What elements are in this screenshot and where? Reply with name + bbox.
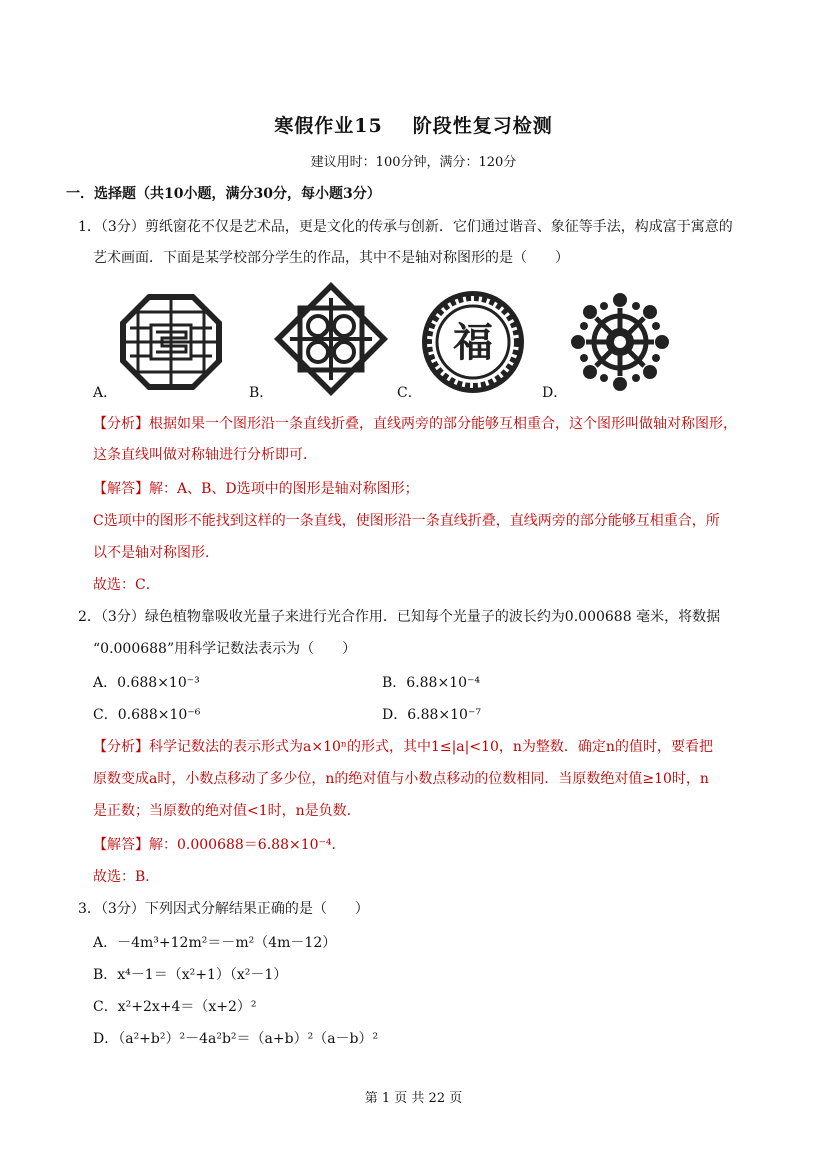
q2-analysis-line3: 是正数；当原数的绝对值<1时，n是负数． [93,803,361,819]
q1-stem-line2: 艺术画面．下面是某学校部分学生的作品，其中不是轴对称图形的是（ ） [93,250,569,266]
q1-option-d-label: D． [542,385,568,401]
q2-analysis-line1: 【分析】科学记数法的表示形式为a×10ⁿ的形式，其中1≤|a|<10，n为整数．确定n的值时，要看把 [93,739,713,755]
paper-cut-figure-d [566,288,674,396]
q1-option-b-label: B． [249,385,274,401]
q1-answer-line1: 【解答】解：A、B、D选项中的图形是轴对称图形； [93,481,419,497]
title-number: 寒假作业15 [274,115,383,137]
fu-character: 福 [453,320,493,366]
q1-answer-line2: C选项中的图形不能找到这样的一条直线，使图形沿一条直线折叠，直线两旁的部分能够互相重合，所 [93,513,720,529]
q3-stem: 3．（3分）下列因式分解结果正确的是（ ） [78,901,369,917]
page-title [0,111,827,138]
q3-option-c: C．x²+2x+4＝（x+2）² [93,999,257,1015]
q2-answer: 【解答】解：0.000688＝6.88×10⁻⁴． [93,837,346,853]
q3-option-a: A．－4m³+12m²＝－m²（4m－12） [93,935,337,951]
paper-cut-figure-c [420,289,526,395]
paper-cut-figure-a [118,292,224,392]
subtitle: 建议用时：100分钟，满分：120分 [310,155,517,170]
q1-option-a-label: A． [93,385,118,401]
q2-choice: 故选：B． [93,869,160,885]
q1-analysis-line2: 这条直线叫做对称轴进行分析即可． [93,447,317,463]
paper-cut-figure-b [272,280,390,398]
q3-option-b: B．x⁴－1＝（x²+1）（x²－1） [93,967,288,983]
q1-choice: 故选：C． [93,577,160,593]
q2-option-c: C．0.688×10⁻⁶ [93,707,201,723]
q2-option-b: B．6.88×10⁻⁴ [382,675,481,691]
q2-analysis-line2: 原数变成a时，小数点移动了多少位，n的绝对值与小数点移动的位数相同．当原数绝对值≥10时，n [93,771,709,787]
q1-analysis-line1: 【分析】根据如果一个图形沿一条直线折叠，直线两旁的部分能够互相重合，这个图形叫做轴对称图形， [93,416,737,432]
section-heading: 一．选择题（共10小题，满分30分，每小题3分） [66,186,381,202]
q1-stem-line1: 1．（3分）剪纸窗花不仅是艺术品，更是文化的传承与创新．它们通过谐音、象征等手法，构成富于寓意的 [78,219,733,235]
q2-stem-line1: 2．（3分）绿色植物靠吸收光量子来进行光合作用．已知每个光量子的波长约为0.000688 毫米，将数据 [78,609,721,625]
q3-option-d: D．（a²+b²）²－4a²b²＝（a+b）²（a－b）² [93,1031,379,1047]
q1-answer-line3: 以不是轴对称图形． [93,545,219,561]
q2-option-d: D．6.88×10⁻⁷ [382,707,481,723]
page-footer: 第 1 页 共 22 页 [364,1091,463,1106]
q2-option-a: A．0.688×10⁻³ [93,675,200,691]
q2-stem-line2: “0.000688”用科学记数法表示为（ ） [93,641,357,657]
title-topic: 阶段性复习检测 [412,115,553,137]
q1-option-c-label: C． [397,385,422,401]
